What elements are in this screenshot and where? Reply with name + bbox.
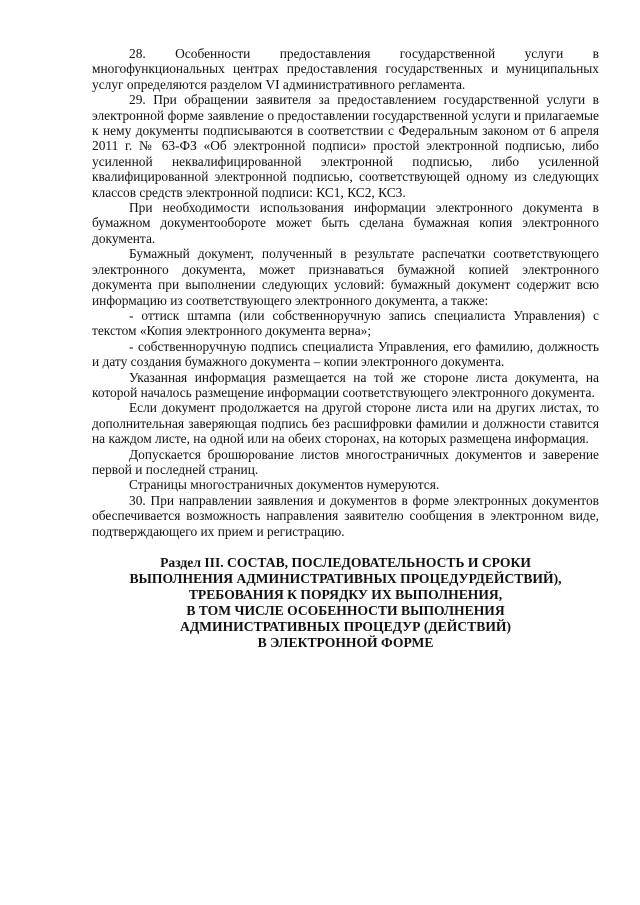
paragraph-28: 28. Особенности предоставления государственной услуги в многофункциональных центрах предоставления государственных и муниципальных услуг определяются разделом VI административного регламента. [92,46,599,92]
heading-line: Раздел III. СОСТАВ, ПОСЛЕДОВАТЕЛЬНОСТЬ И СРОКИ [160,555,531,570]
paragraph-multi-sheet: Если документ продолжается на другой стороне листа или на других листах, то дополнительная заверяющая подпись без расшифровки фамилии и должности ставится на каждом листе, на одной или на обеих сторонах, на которых размещена информация. [92,400,599,447]
list-item-stamp: - оттиск штампа (или собственноручную запись специалиста Управления) с текстом «Копия электронного документа верна»; [92,307,599,339]
paragraph-binding: Допускается брошюрование листов многостраничных документов и заверение первой и последней страниц. [92,446,599,477]
heading-line: ВЫПОЛНЕНИЯ АДМИНИСТРАТИВНЫХ ПРОЦЕДУРДЕЙСТВИЙ), [129,571,562,586]
paragraph-29: 29. При обращении заявителя за предоставлением государственной услуги в электронной форме заявление о предоставлении государственной услуги и прилагаемые к нему документы подписываются в соответствии с Федеральным законом от 6 апреля 2011 г. № 63-ФЗ «Об электронной подписи» простой электронной подписью, либо усиленной неквалифицированной электронной подписью, либо усиленной квалифицированной электронной подписью, соответствующей одному из следующих классов средств электронной подписи: КС1, КС2, КС3. [92,92,599,200]
list-item-signature: - собственноручную подпись специалиста Управления, его фамилию, должность и дату создания бумажного документа – копии электронного документа. [92,338,599,370]
heading-line: ТРЕБОВАНИЯ К ПОРЯДКУ ИХ ВЫПОЛНЕНИЯ, [188,587,503,602]
paragraph-numbering: Страницы многостраничных документов нумеруются. [129,477,440,493]
paragraph-30: 30. При направлении заявления и документов в форме электронных документов обеспечивается возможность направления заявителю сообщения в электронном виде, подтверждающего их прием и регистрацию. [92,492,599,539]
heading-line: В ТОМ ЧИСЛЕ ОСОБЕННОСТИ ВЫПОЛНЕНИЯ [186,603,505,618]
document-page [92,46,599,651]
heading-line: АДМИНИСТРАТИВНЫХ ПРОЦЕДУР (ДЕЙСТВИЙ) [180,619,511,634]
paragraph-paper-document: Бумажный документ, полученный в результате распечатки соответствующего электронного документа, может признаваться бумажной копией электронного документа при выполнении следующих условий: бумажный документ содержит всю информацию из соответствующего электронного документа, а также: [92,246,599,308]
paragraph-paper-copy-need: При необходимости использования информации электронного документа в бумажном документообороте может быть сделана бумажная копия электронного документа. [92,200,599,246]
paragraph-info-placement: Указанная информация размещается на той же стороне листа документа, на которой началось размещение информации соответствующего электронного документа. [92,369,599,400]
section-heading [92,555,599,651]
heading-line: В ЭЛЕКТРОННОЙ ФОРМЕ [257,635,434,650]
